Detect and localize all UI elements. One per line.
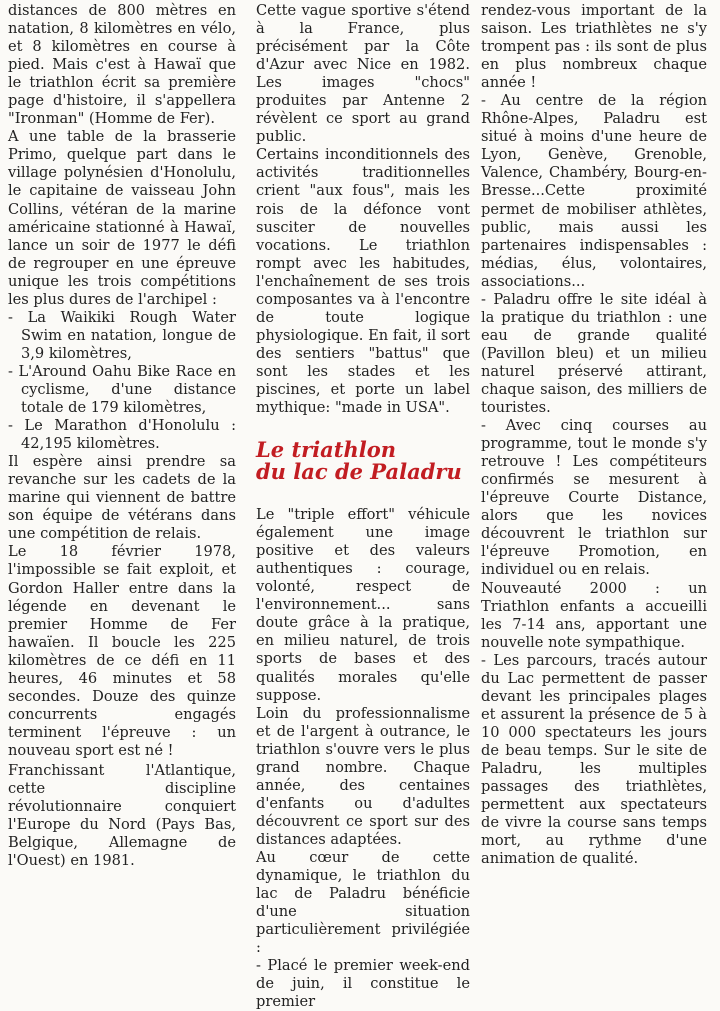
paragraph: distances de 800 mètres en natation, 8 kilomètres en vélo, et 8 kilomètres en course à pied. Mais c'est à Hawaï que le triathlon écrit sa première page d'histoire, il s'appellera "Ironman" (Homme de Fer). [8, 2, 236, 128]
paragraph: Le 18 février 1978, l'impossible se fait exploit, et Gordon Haller entre dans la légende en devenant le premier Homme de Fer hawaïen. Il boucle les 225 kilomètres de ce défi en 11 heures, 46 minutes et 58 secondes. Douze des quinze concurrents engagés terminent l'épreuve : un nouveau sport est né ! [8, 543, 236, 759]
paragraph: Le "triple effort" véhicule également une image positive et des valeurs authentiques : courage, volonté, respect de l'environnement... sans doute grâce à la pratique, en milieu naturel, de trois sports de bases et des qualités morales qu'elle suppose. [256, 506, 470, 704]
paragraph: Cette vague sportive s'étend à la France, plus précisément par la Côte d'Azur avec Nice en 1982. Les images "chocs" produites par Antenne 2 révèlent ce sport au grand public. [256, 2, 470, 146]
section-heading-line-1: Le triathlon [256, 437, 397, 463]
paragraph: A une table de la brasserie Primo, quelque part dans le village polynésien d'Honolulu, le capitaine de vaisseau John Collins, vétéran de la marine américaine stationné à Hawaï, lance un soir de 1977 le défi de regrouper en une épreuve unique les trois compétitions les plus dures de l'archipel : [8, 128, 236, 308]
paragraph: - Le Marathon d'Honolulu : 42,195 kilomètres. [8, 417, 236, 453]
paragraph: Certains inconditionnels des activités traditionnelles crient "aux fous", mais les rois de la défonce vont susciter de nouvelles vocations. Le triathlon rompt avec les habitudes, l'enchaînement de ses trois composantes va à l'encontre de toute logique physiologique. En fait, il sort des sentiers "battus" que sont les stades et les piscines, et porte un label mythique: "made in USA". [256, 146, 470, 417]
paragraph: Nouveauté 2000 : un Triathlon enfants a accueilli les 7-14 ans, apportant une nouvelle note sympathique. [481, 579, 707, 651]
paragraph: - La Waikiki Rough Water Swim en natation, longue de 3,9 kilomètres, [8, 308, 236, 362]
paragraph: - Au centre de la région Rhône-Alpes, Paladru est situé à moins d'une heure de Lyon, Genève, Grenoble, Valence, Chambéry, Bourg-en-Bresse...Cette proximité permet de mobiliser athlètes, public, mais aussi les partenaires indispensables : médias, élus, volontaires, associations... [481, 92, 707, 290]
paragraph: - Paladru offre le site idéal à la pratique du triathlon : une eau de grande qualité (Pavillon bleu) et un milieu naturel préservé attirant, chaque saison, des milliers de touristes. [481, 290, 707, 417]
paragraph: - Les parcours, tracés autour du Lac permettent de passer devant les principales plages et assurent la présence de 5 à 10 000 spectateurs les jours de beau temps. Sur le site de Paladru, les multiples passages des triathlètes, permettent aux spectateurs de vivre la course sans temps mort, au rythme d'une animation de qualité. [481, 651, 707, 868]
column-2-bottom [256, 506, 470, 1011]
paragraph: Il espère ainsi prendre sa revanche sur les cadets de la marine qui viennent de battre son équipe de vétérans dans une compétition de relais. [8, 453, 236, 543]
paragraph: - L'Around Oahu Bike Race en cyclisme, d'une distance totale de 179 kilomètres, [8, 362, 236, 417]
section-heading-line-2: du lac de Paladru [256, 459, 462, 485]
paragraph: rendez-vous important de la saison. Les triathlètes ne s'y trompent pas : ils sont de plus en plus nombreux chaque année ! [481, 2, 707, 92]
column-2-top [256, 2, 470, 417]
paragraph: Au cœur de cette dynamique, le triathlon du lac de Paladru bénéficie d'une situation particulièrement privilégiée : [256, 848, 470, 957]
column-1 [8, 2, 236, 870]
paragraph: Franchissant l'Atlantique, cette discipline révolutionnaire conquiert l'Europe du Nord (Pays Bas, Belgique, Allemagne de l'Ouest) en 1981. [8, 761, 236, 870]
paragraph: - Placé le premier week-end de juin, il constitue le premier [256, 957, 470, 1011]
column-3 [481, 2, 707, 868]
paragraph: - Avec cinq courses au programme, tout le monde s'y retrouve ! Les compétiteurs confirmés se mesurent à l'épreuve Courte Distance, alors que les novices découvrent le triathlon sur l'épreuve Promotion, en individuel ou en relais. [481, 417, 707, 579]
section-heading [256, 439, 470, 483]
paragraph: Loin du professionnalisme et de l'argent à outrance, le triathlon s'ouvre vers le plus grand nombre. Chaque année, des centaines d'enfants ou d'adultes découvrent ce sport sur des distances adaptées. [256, 704, 470, 848]
column-2 [256, 2, 470, 1011]
